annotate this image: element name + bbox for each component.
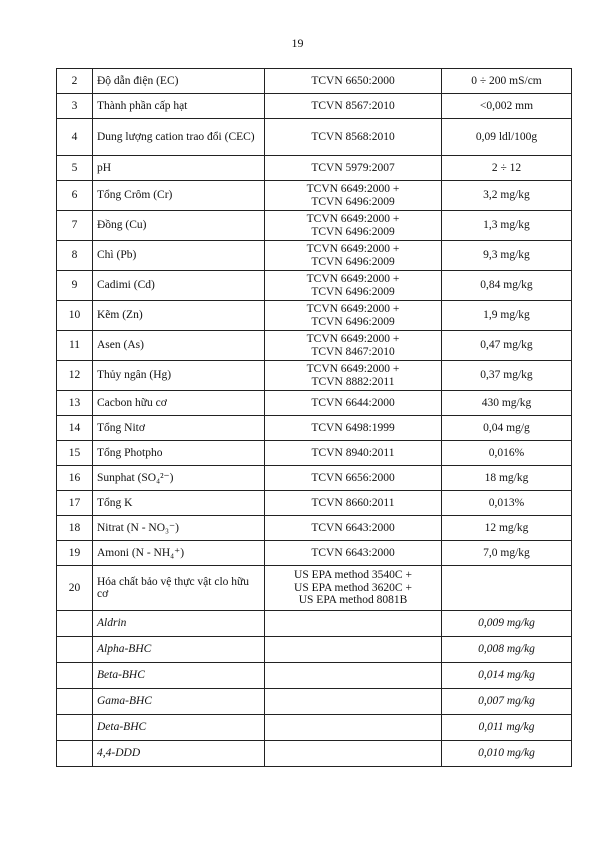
test-method [265, 331, 442, 361]
page-number: 19 [291, 36, 304, 50]
test-method-line: TCVN 6649:2000 + [306, 243, 400, 255]
row-number: 9 [57, 271, 93, 301]
test-method-line: TCVN 5979:2007 [311, 161, 395, 174]
row-number: 3 [57, 94, 93, 119]
test-method [265, 241, 442, 271]
table-row [57, 715, 572, 741]
test-method [265, 466, 442, 491]
test-method-line: US EPA method 3620C + [294, 581, 412, 594]
test-method-line: TCVN 8567:2010 [311, 99, 395, 112]
table-row [57, 181, 572, 211]
row-number: 15 [57, 441, 93, 466]
test-method [265, 301, 442, 331]
result-value: 1,3 mg/kg [442, 211, 572, 241]
test-method-line: TCVN 6650:2000 [311, 74, 395, 87]
row-number: 16 [57, 466, 93, 491]
table-row [57, 741, 572, 767]
parameter-name: Deta-BHC [93, 715, 265, 741]
result-value: 0,09 ldl/100g [442, 119, 572, 156]
test-method-line: US EPA method 3540C + [294, 569, 412, 582]
row-number [57, 663, 93, 689]
row-number: 20 [57, 566, 93, 611]
table-row [57, 94, 572, 119]
test-method-line: TCVN 6649:2000 + [306, 183, 400, 195]
parameter-name: Cacbon hữu cơ [93, 391, 265, 416]
parameter-name: Amoni (N - NH₄⁺) [93, 541, 265, 566]
row-number: 8 [57, 241, 93, 271]
parameter-name: Nitrat (N - NO₃⁻) [93, 516, 265, 541]
test-method [265, 663, 442, 689]
test-method-line: TCVN 6496:2009 [311, 285, 395, 298]
test-method-line: TCVN 8467:2010 [311, 345, 395, 358]
test-method [265, 491, 442, 516]
test-method-line: TCVN 6496:2009 [311, 225, 395, 238]
test-method [265, 516, 442, 541]
test-method-line: TCVN 6649:2000 + [306, 273, 400, 285]
test-method [265, 541, 442, 566]
test-method-line: TCVN 8940:2011 [311, 446, 395, 459]
row-number: 13 [57, 391, 93, 416]
parameter-name: Sunphat (SO₄²⁻) [93, 466, 265, 491]
table-row [57, 361, 572, 391]
table-row [57, 241, 572, 271]
parameter-name: Gama-BHC [93, 689, 265, 715]
result-value: 18 mg/kg [442, 466, 572, 491]
test-method-line: TCVN 8882:2011 [311, 375, 395, 388]
result-value: 0,016% [442, 441, 572, 466]
table-row [57, 271, 572, 301]
result-value: 0,008 mg/kg [442, 637, 572, 663]
row-number [57, 689, 93, 715]
table-row [57, 331, 572, 361]
parameter-name: Thủy ngân (Hg) [93, 361, 265, 391]
table-row [57, 566, 572, 611]
row-number: 19 [57, 541, 93, 566]
table-row [57, 516, 572, 541]
test-method-line: US EPA method 8081B [298, 594, 408, 607]
test-method-line: TCVN 6496:2009 [311, 315, 395, 328]
test-method-line: TCVN 6649:2000 + [306, 303, 400, 315]
result-value: 2 ÷ 12 [442, 156, 572, 181]
parameter-name: Độ dẫn điện (EC) [93, 69, 265, 94]
result-value: 0,007 mg/kg [442, 689, 572, 715]
test-method-line: TCVN 8660:2011 [311, 496, 395, 509]
result-value: 0,47 mg/kg [442, 331, 572, 361]
row-number: 2 [57, 69, 93, 94]
result-value: 0,010 mg/kg [442, 741, 572, 767]
test-method [265, 271, 442, 301]
test-method-line: TCVN 6498:1999 [311, 421, 395, 434]
parameter-name: Alpha-BHC [93, 637, 265, 663]
test-method-line: TCVN 6643:2000 [311, 521, 395, 534]
result-value: 0,013% [442, 491, 572, 516]
result-value: 1,9 mg/kg [442, 301, 572, 331]
parameters-table [56, 68, 572, 767]
result-value: 0,37 mg/kg [442, 361, 572, 391]
test-method-line: TCVN 8568:2010 [311, 130, 395, 143]
parameter-name: Tổng Crôm (Cr) [93, 181, 265, 211]
table-row [57, 119, 572, 156]
result-value: 0,014 mg/kg [442, 663, 572, 689]
test-method [265, 566, 442, 611]
result-value: 0 ÷ 200 mS/cm [442, 69, 572, 94]
test-method-line: TCVN 6649:2000 + [306, 333, 400, 345]
row-number: 11 [57, 331, 93, 361]
result-value: 9,3 mg/kg [442, 241, 572, 271]
table-row [57, 541, 572, 566]
result-value: 7,0 mg/kg [442, 541, 572, 566]
result-value: 3,2 mg/kg [442, 181, 572, 211]
table-row [57, 416, 572, 441]
test-method [265, 211, 442, 241]
test-method [265, 689, 442, 715]
test-method [265, 441, 442, 466]
parameter-name: pH [93, 156, 265, 181]
test-method [265, 156, 442, 181]
test-method [265, 94, 442, 119]
test-method-line: TCVN 6649:2000 + [306, 213, 400, 225]
row-number: 5 [57, 156, 93, 181]
parameter-name: 4,4-DDD [93, 741, 265, 767]
parameter-name: Tổng K [93, 491, 265, 516]
test-method [265, 637, 442, 663]
row-number: 17 [57, 491, 93, 516]
result-value: 0,04 mg/g [442, 416, 572, 441]
parameter-name: Đồng (Cu) [93, 211, 265, 241]
table-row [57, 391, 572, 416]
test-method-line: TCVN 6643:2000 [311, 546, 395, 559]
parameter-name: Chì (Pb) [93, 241, 265, 271]
row-number [57, 715, 93, 741]
parameter-name: Cadimi (Cd) [93, 271, 265, 301]
table-row [57, 466, 572, 491]
parameter-name: Hóa chất bảo vệ thực vật clo hữu cơ [93, 566, 265, 611]
table-row [57, 637, 572, 663]
table-row [57, 663, 572, 689]
row-number: 4 [57, 119, 93, 156]
parameter-name: Thành phần cấp hạt [93, 94, 265, 119]
result-value: <0,002 mm [442, 94, 572, 119]
row-number [57, 611, 93, 637]
row-number: 12 [57, 361, 93, 391]
parameter-name: Kẽm (Zn) [93, 301, 265, 331]
table-row [57, 156, 572, 181]
result-value: 12 mg/kg [442, 516, 572, 541]
table-row [57, 211, 572, 241]
test-method-line: TCVN 6644:2000 [311, 396, 395, 409]
row-number: 18 [57, 516, 93, 541]
row-number [57, 637, 93, 663]
parameters-table-body [57, 69, 572, 767]
result-value: 430 mg/kg [442, 391, 572, 416]
row-number: 6 [57, 181, 93, 211]
parameter-name: Dung lượng cation trao đổi (CEC) [93, 119, 265, 156]
test-method [265, 361, 442, 391]
row-number: 10 [57, 301, 93, 331]
test-method [265, 181, 442, 211]
result-value: 0,011 mg/kg [442, 715, 572, 741]
test-method [265, 391, 442, 416]
row-number: 14 [57, 416, 93, 441]
parameter-name: Beta-BHC [93, 663, 265, 689]
table-row [57, 301, 572, 331]
row-number: 7 [57, 211, 93, 241]
test-method-line: TCVN 6656:2000 [311, 471, 395, 484]
result-value: 0,84 mg/kg [442, 271, 572, 301]
result-value [442, 566, 572, 611]
table-row [57, 69, 572, 94]
test-method [265, 416, 442, 441]
table-row [57, 611, 572, 637]
parameter-name: Tổng Photpho [93, 441, 265, 466]
parameter-name: Aldrin [93, 611, 265, 637]
test-method [265, 741, 442, 767]
table-row [57, 441, 572, 466]
test-method-line: TCVN 6496:2009 [311, 255, 395, 268]
test-method [265, 715, 442, 741]
row-number [57, 741, 93, 767]
parameter-name: Asen (As) [93, 331, 265, 361]
table-row [57, 491, 572, 516]
test-method [265, 119, 442, 156]
result-value: 0,009 mg/kg [442, 611, 572, 637]
test-method [265, 69, 442, 94]
test-method-line: TCVN 6496:2009 [311, 195, 395, 208]
test-method [265, 611, 442, 637]
table-row [57, 689, 572, 715]
test-method-line: TCVN 6649:2000 + [306, 363, 400, 375]
parameter-name: Tổng Nitơ [93, 416, 265, 441]
